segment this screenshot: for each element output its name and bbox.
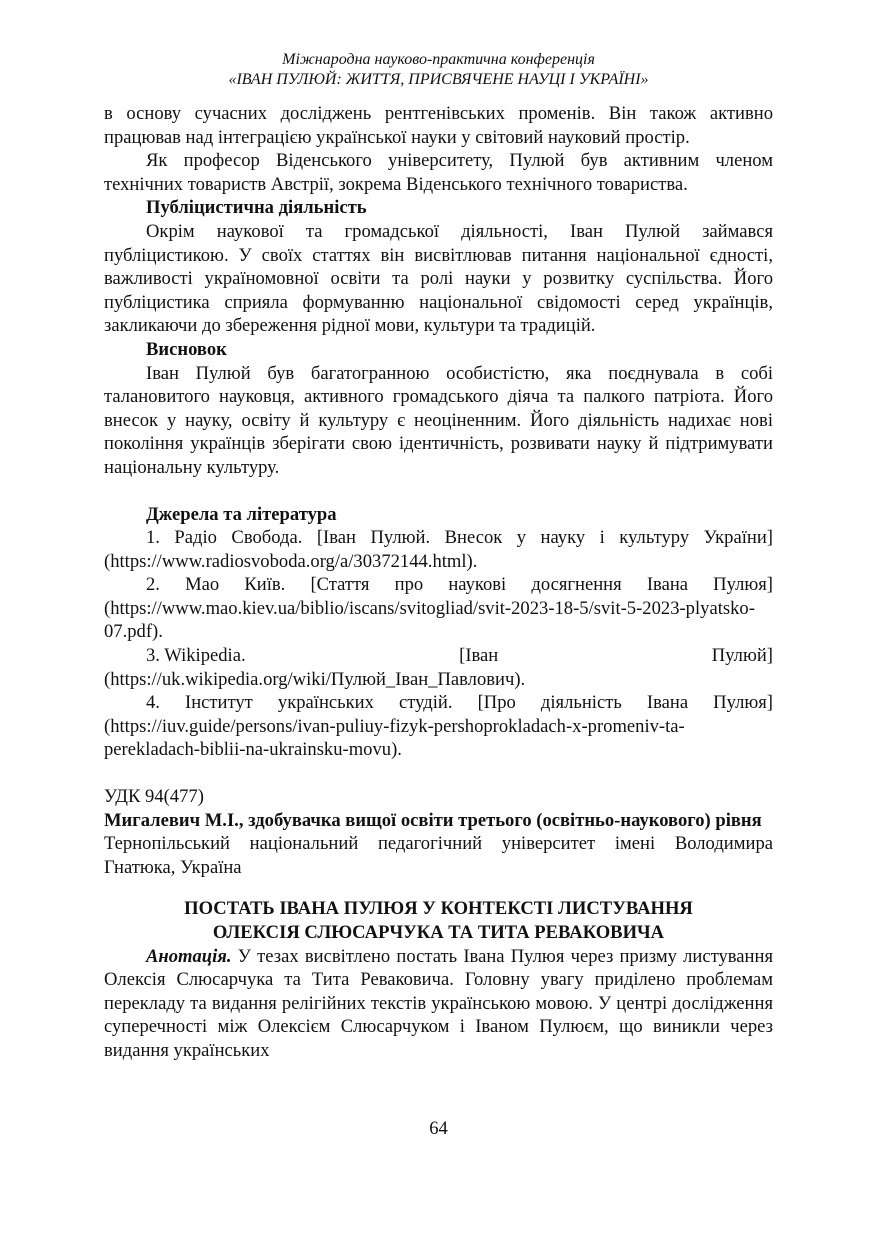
document-page [104,50,773,1063]
annotation-text: У тезах висвітлено постать Івана Пулюя через призму листування Олексія Слюсарчука та Тита Реваковича. Головну увагу приділено проблемам перекладу та видання релігійних текстів українською мовою. У центрі дослідження суперечності між Олексієм Слюсарчуком і Іваном Пулюєм, що виникли через видання українських [104,945,773,1061]
reference-item-2: 2. Мао Київ. [Стаття про наукові досягнення Івана Пулюя] (https://www.mao.kiev.ua/biblio/iscans/svitogliad/svit-2023-18-5/svit-5-2023-plyatsko-07.pdf). [104,574,773,643]
reference-item-1: 1. Радіо Свобода. [Іван Пулюй. Внесок у науку і культуру України] (https://www.radiosvoboda.org/a/30372144.html). [104,527,773,572]
reference-3-title-start: [Іван [459,645,499,667]
annotation-paragraph [104,945,773,1063]
paragraph-publicism: Окрім наукової та громадської діяльності, Іван Пулюй займався публіцистикою. У своїх статтях він висвітлював питання національної єдності, важливості україномовної освіти та ролі науки у розвитку суспільства. Його публіцистика сприяла формуванню національної свідомості серед українців, закликаючи до збереження рідної мови, культури та традицій. [104,220,773,337]
references-heading: Джерела та література [146,503,337,525]
paragraph-vienna: Як професор Віденського університету, Пулюй був активним членом технічних товариств Австрії, зокрема Віденського технічного товариства. [104,150,773,195]
reference-3-source: 3. Wikipedia. [146,645,246,667]
article-title [104,897,773,944]
section-heading-publicism: Публіцистична діяльність [146,197,367,219]
section-heading-conclusion: Висновок [146,338,227,360]
page-number: 64 [429,1118,448,1139]
article-title-line-2: ОЛЕКСІЯ СЛЮСАРЧУКА ТА ТИТА РЕВАКОВИЧА [212,922,665,943]
author-line: Мигалевич М.І., здобувачка вищої освіти третього (освітньо-наукового) рівня [104,809,762,831]
running-header [104,50,773,90]
reference-3-title-end: Пулюй] [711,645,773,667]
udk-code: УДК 94(477) [104,786,204,808]
article-title-line-1: ПОСТАТЬ ІВАНА ПУЛЮЯ У КОНТЕКСТІ ЛИСТУВАННЯ [184,898,693,920]
conference-title: «ІВАН ПУЛЮЙ: ЖИТТЯ, ПРИСВЯЧЕНЕ НАУЦІ І УКРАЇНІ» [228,71,649,88]
affiliation: Тернопільський національний педагогічний університет імені Володимира Гнатюка, Україна [104,833,773,878]
reference-3-url: (https://uk.wikipedia.org/wiki/Пулюй_Іван_Павлович). [104,668,526,690]
paragraph-continuation: в основу сучасних досліджень рентгенівських променів. Він також активно працював над інтеграцією української науки у світовий науковий простір. [104,103,773,148]
reference-item-3 [104,644,773,691]
reference-item-4: 4. Інститут українських студій. [Про діяльність Івана Пулюя] (https://iuv.guide/persons/ivan-puliuy-fizyk-pershoprokladach-x-promeniv-ta-perekladach-biblii-na-ukrainsku-movu). [104,692,773,761]
conference-name: Міжнародна науково-практична конференція [282,51,595,68]
paragraph-conclusion: Іван Пулюй був багатогранною особистістю, яка поєднувала в собі талановитого науковця, активного громадського діяча та палкого патріота. Його внесок у науку, освіту й культуру є неоціненним. Його діяльність надихає нові покоління українців зберігати свою ідентичність, розвивати науку й підтримувати національну культуру. [104,362,773,478]
annotation-label: Анотація. [146,945,232,967]
